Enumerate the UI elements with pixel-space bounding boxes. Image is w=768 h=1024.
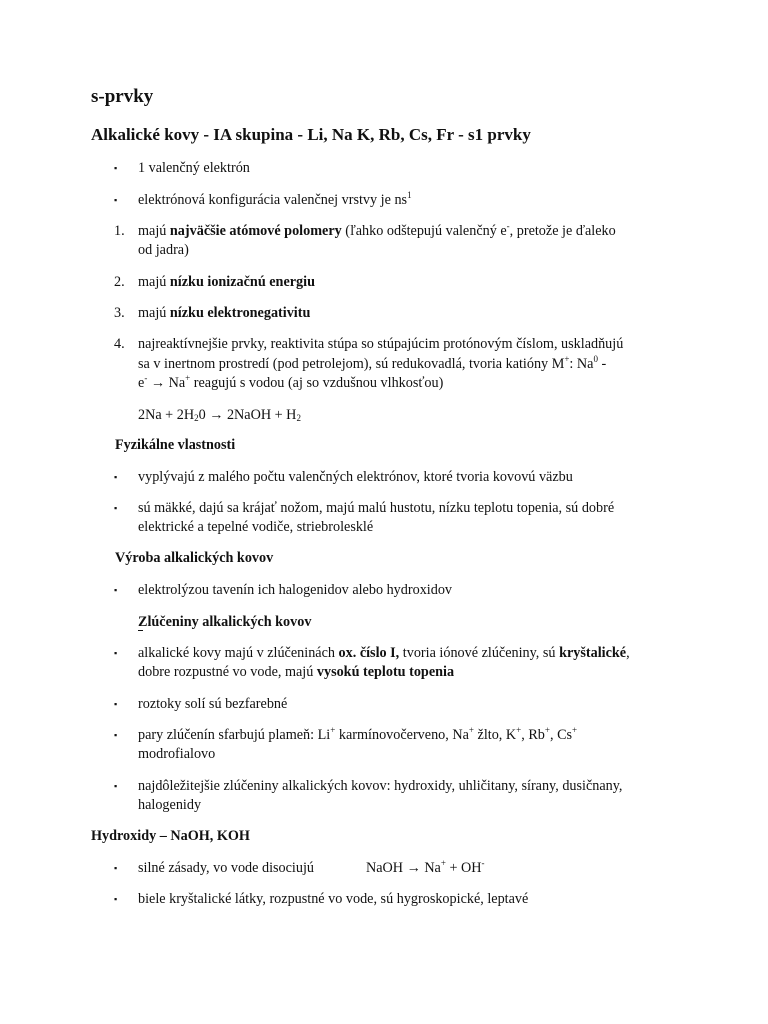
list-item: sú mäkké, dajú sa krájať nožom, majú malú hustotu, nízku teplotu topenia, sú dobré bbox=[138, 500, 615, 516]
chemical-equation: NaOH → Na+ + OH- bbox=[366, 858, 485, 876]
bullet-marker: ▪ bbox=[114, 648, 118, 658]
list-item: majú nízku elektronegativitu bbox=[138, 305, 311, 321]
list-item: 1 valenčný elektrón bbox=[138, 160, 250, 176]
bullet-marker: ▪ bbox=[114, 472, 118, 482]
bullet-marker: ▪ bbox=[114, 163, 118, 173]
list-item: silné zásady, vo vode disociujú bbox=[138, 860, 314, 876]
list-item-continuation: halogenidy bbox=[138, 797, 202, 813]
list-item-continuation: e- → Na+ reagujú s vodou (aj so vzdušnou vlhkosťou) bbox=[138, 373, 444, 391]
list-number: 3. bbox=[114, 305, 125, 321]
list-number: 4. bbox=[114, 336, 125, 352]
list-item: biele kryštalické látky, rozpustné vo vode, sú hygroskopické, leptavé bbox=[138, 891, 529, 907]
bullet-marker: ▪ bbox=[114, 699, 118, 709]
list-item: roztoky solí sú bezfarebné bbox=[138, 696, 288, 712]
list-item: pary zlúčenín sfarbujú plameň: Li+ karmínovočerveno, Na+ žlto, K+, Rb+, Cs+ bbox=[138, 725, 578, 743]
section-heading: Zlúčeniny alkalických kovov bbox=[138, 614, 312, 630]
bullet-marker: ▪ bbox=[114, 195, 118, 205]
bullet-marker: ▪ bbox=[114, 585, 118, 595]
list-item-continuation: dobre rozpustné vo vode, majú vysokú teplotu topenia bbox=[138, 664, 455, 680]
heading-underline-mark bbox=[138, 630, 143, 631]
list-item: elektrolýzou tavenín ich halogenidov alebo hydroxidov bbox=[138, 582, 453, 598]
list-item: majú najväčšie atómové polomery (ľahko odštepujú valenčný e-, pretože je ďaleko bbox=[138, 221, 616, 239]
list-item: najreaktívnejšie prvky, reaktivita stúpa so stúpajúcim protónovým číslom, uskladňujú bbox=[138, 336, 624, 352]
list-item: majú nízku ionizačnú energiu bbox=[138, 274, 315, 290]
list-item: alkalické kovy majú v zlúčeninách ox. číslo I, tvoria iónové zlúčeniny, sú kryštalické, bbox=[138, 645, 630, 661]
list-item-continuation: modrofialovo bbox=[138, 746, 216, 762]
list-number: 2. bbox=[114, 274, 125, 290]
section-heading: Hydroxidy – NaOH, KOH bbox=[91, 828, 250, 844]
bullet-marker: ▪ bbox=[114, 730, 118, 740]
bullet-marker: ▪ bbox=[114, 503, 118, 513]
section-heading: Výroba alkalických kovov bbox=[115, 550, 274, 566]
list-item-continuation: od jadra) bbox=[138, 242, 189, 258]
page-title: s-prvky bbox=[91, 86, 154, 107]
page-subtitle: Alkalické kovy - IA skupina - Li, Na K, Rb, Cs, Fr - s1 prvky bbox=[91, 125, 531, 144]
list-item-continuation: elektrické a tepelné vodiče, striebrolesklé bbox=[138, 519, 374, 535]
chemical-equation: $2Na + 2H_20$ → 2NaOH + $H_2$ bbox=[138, 407, 301, 423]
bullet-marker: ▪ bbox=[114, 863, 118, 873]
list-number: 1. bbox=[114, 223, 125, 239]
list-item-continuation: sa v inertnom prostredí (pod petrolejom), sú redukovadlá, tvoria katióny M+: Na$^0$ - bbox=[138, 354, 607, 372]
list-item: vyplývajú z malého počtu valenčných elektrónov, ktoré tvoria kovovú väzbu bbox=[138, 469, 573, 485]
bullet-marker: ▪ bbox=[114, 894, 118, 904]
section-heading: Fyzikálne vlastnosti bbox=[115, 437, 236, 453]
bullet-marker: ▪ bbox=[114, 781, 118, 791]
list-item: najdôležitejšie zlúčeniny alkalických kovov: hydroxidy, uhličitany, sírany, dusičnany, bbox=[138, 778, 623, 794]
list-item: elektrónová konfigurácia valenčnej vrstvy je $ns^1$ bbox=[138, 190, 412, 208]
